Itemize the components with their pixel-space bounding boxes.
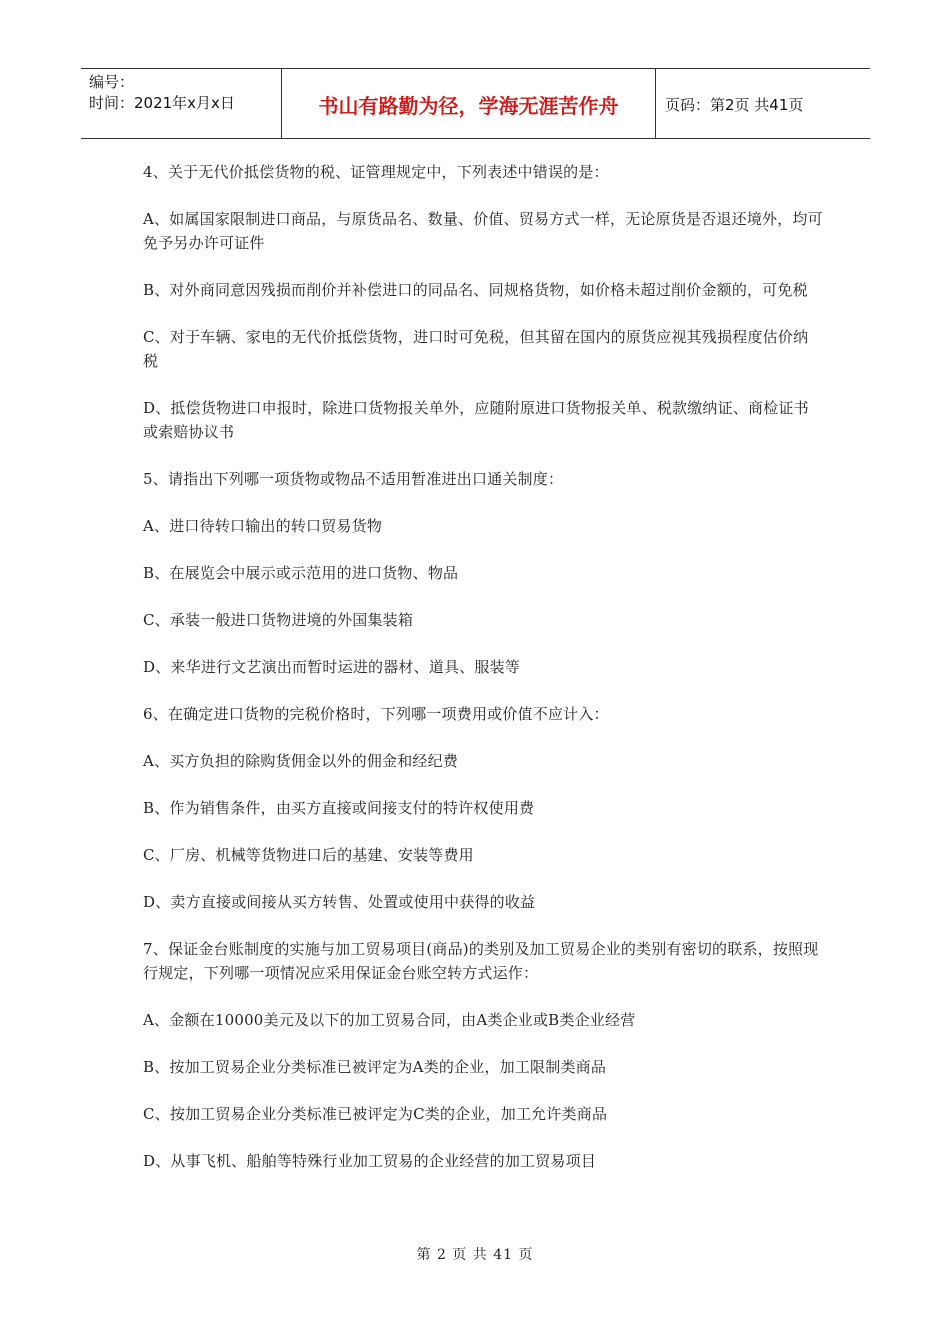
question-5-option-c: C、承装一般进口货物进境的外国集装箱 (143, 611, 414, 629)
question-7-option-c: C、按加工贸易企业分类标准已被评定为C类的企业，加工允许类商品 (143, 1105, 608, 1123)
question-4-option-d: D、抵偿货物进口申报时，除进口货物报关单外，应随附原进口货物报关单、税款缴纳证、商检证书或索赔协议书 (143, 399, 809, 441)
question-4-option-b: B、对外商同意因残损而削价并补偿进口的同品名、同规格货物，如价格未超过削价金额的，可免税 (143, 281, 808, 299)
question-5: 5、请指出下列哪一项货物或物品不适用暂准进出口通关制度： (143, 470, 564, 488)
header-motto: 书山有路勤为径，学海无涯苦作舟 (282, 69, 656, 138)
question-6-option-a: A、买方负担的除购货佣金以外的佣金和经纪费 (143, 752, 459, 770)
question-7-option-d: D、从事飞机、船舶等特殊行业加工贸易的企业经营的加工贸易项目 (143, 1152, 597, 1170)
document-header (81, 68, 870, 139)
question-5-option-a: A、进口待转口输出的转口贸易货物 (143, 517, 383, 535)
question-7-option-a: A、金额在10000美元及以下的加工贸易合同，由A类企业或B类企业经营 (143, 1011, 636, 1029)
page-footer: 第 2 页 共 41 页 (416, 1247, 534, 1263)
question-7-option-b: B、按加工贸易企业分类标准已被评定为A类的企业，加工限制类商品 (143, 1058, 607, 1076)
question-6-option-c: C、厂房、机械等货物进口后的基建、安装等费用 (143, 846, 474, 864)
question-7: 7、保证金台账制度的实施与加工贸易项目(商品)的类别及加工贸易企业的类别有密切的联系，按照现行规定，下列哪一项情况应采用保证金台账空转方式运作： (143, 940, 819, 982)
document-body (143, 160, 823, 1196)
question-4-option-a: A、如属国家限制进口商品，与原货品名、数量、价值、贸易方式一样，无论原货是否退还境外，均可免予另办许可证件 (143, 210, 823, 252)
question-5-option-b: B、在展览会中展示或示范用的进口货物、物品 (143, 564, 459, 582)
header-page-info: 页码：第2页 共41页 (665, 96, 804, 114)
date-label: 时间：2021年x月x日 (89, 94, 235, 112)
question-6-option-d: D、卖方直接或间接从买方转售、处置或使用中获得的收益 (143, 893, 536, 911)
question-5-option-d: D、来华进行文艺演出而暂时运进的器材、道具、服装等 (143, 658, 521, 676)
question-6-option-b: B、作为销售条件，由买方直接或间接支付的特许权使用费 (143, 799, 535, 817)
question-6: 6、在确定进口货物的完税价格时，下列哪一项费用或价值不应计入： (143, 705, 609, 723)
serial-number-label: 编号： (89, 73, 135, 91)
question-4-option-c: C、对于车辆、家电的无代价抵偿货物，进口时可免税，但其留在国内的原货应视其残损程度估价纳税 (143, 328, 809, 370)
question-4: 4、关于无代价抵偿货物的税、证管理规定中，下列表述中错误的是： (143, 163, 609, 181)
header-meta (81, 69, 282, 138)
